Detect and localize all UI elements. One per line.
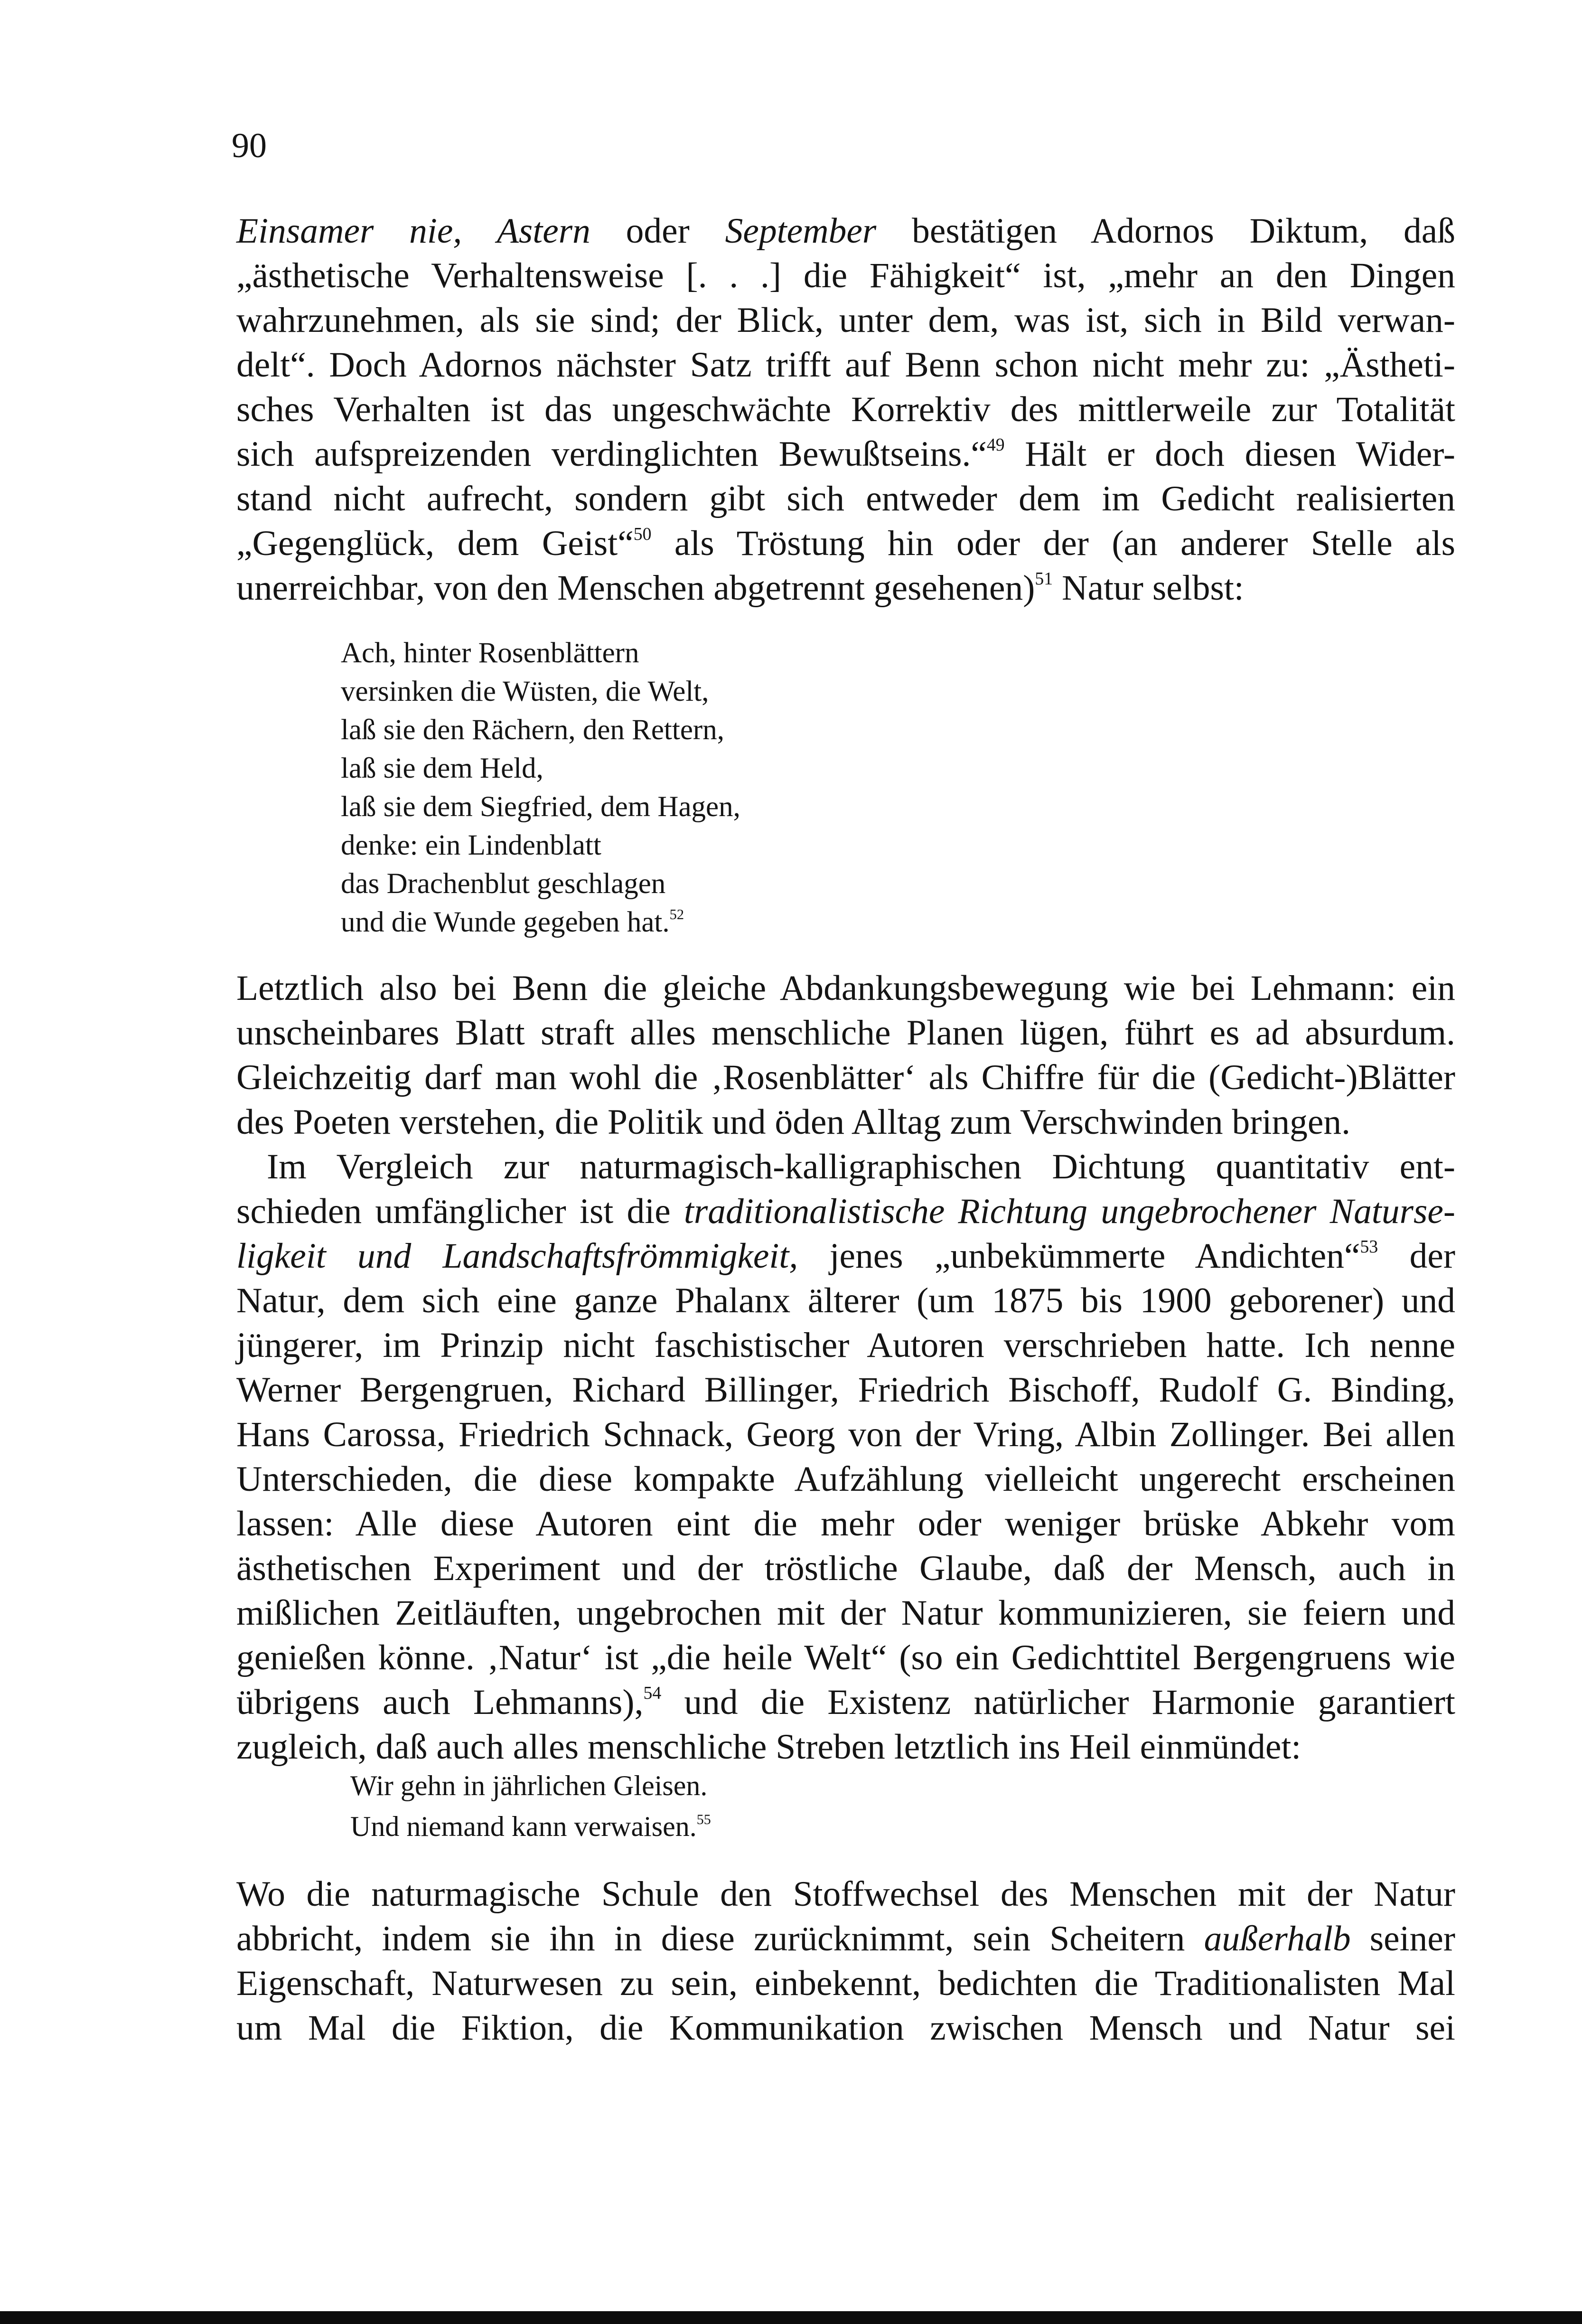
paragraph-2 xyxy=(236,966,1455,1145)
italic-emphasis: traditionalistische Richtung ungebrochener Naturse- xyxy=(683,1192,1455,1231)
text-line: stand nicht aufrecht, sondern gibt sich entweder dem im Gedicht realisierten xyxy=(236,479,1455,518)
text-line: „ästhetische Verhaltensweise [. . .] die Fähigkeit“ ist, „mehr an den Dingen xyxy=(236,256,1455,295)
italic-title: Einsamer nie, Astern xyxy=(236,211,590,251)
text-line: um Mal die Fiktion, die Kommunikation zwischen Mensch und Natur sei xyxy=(236,2008,1455,2048)
scan-bottom-edge xyxy=(0,2311,1582,2324)
page-number: 90 xyxy=(232,126,267,165)
text-line: unerreichbar, von den Menschen abgetrennt gesehenen)$^{51}$ Natur selbst: xyxy=(236,568,1244,608)
footnote-marker: 49 xyxy=(986,435,1005,455)
paragraph-1 xyxy=(236,209,1455,611)
text-line: unscheinbares Blatt straft alles menschliche Planen lügen, führt es ad absurdum. xyxy=(236,1013,1455,1053)
text-line: Hans Carossa, Friedrich Schnack, Georg von der Vring, Albin Zollinger. Bei allen xyxy=(236,1415,1455,1454)
verse-line: laß sie dem Siegfried, dem Hagen, xyxy=(341,791,740,823)
footnote-marker: 51 xyxy=(1035,569,1053,589)
verse-line: das Drachenblut geschlagen xyxy=(341,868,666,900)
text-line: mißlichen Zeitläuften, ungebrochen mit der Natur kommunizieren, sie feiern und xyxy=(236,1593,1455,1633)
italic-title: September xyxy=(725,211,877,251)
footnote-marker: 50 xyxy=(633,524,652,545)
text-line: lassen: Alle diese Autoren eint die mehr oder weniger brüske Abkehr vom xyxy=(236,1504,1455,1543)
verse-line: laß sie dem Held, xyxy=(341,753,543,784)
verse-line: und die Wunde gegeben hat.$^{52}$ xyxy=(341,906,684,938)
footnote-marker: 53 xyxy=(1360,1237,1378,1257)
verse-quote-1 xyxy=(341,634,740,941)
text-line: Gleichzeitig darf man wohl die ‚Rosenblätter‘ als Chiffre für die (Gedicht-)Blätter xyxy=(236,1058,1455,1097)
text-line: des Poeten verstehen, die Politik und öden Alltag zum Verschwinden bringen. xyxy=(236,1102,1351,1142)
text-line: übrigens auch Lehmanns),$^{54}$ und die Existenz natürlicher Harmonie garantiert xyxy=(236,1683,1455,1722)
footnote-marker: 55 xyxy=(696,1811,711,1827)
text-line: wahrzunehmen, als sie sind; der Blick, unter dem, was ist, sich in Bild verwan- xyxy=(236,301,1455,340)
text-line: delt“. Doch Adornos nächster Satz trifft auf Benn schon nicht mehr zu: „Ästheti- xyxy=(236,345,1455,385)
text-line: zugleich, daß auch alles menschliche Streben letztlich ins Heil einmündet: xyxy=(236,1727,1301,1767)
verse-line: Wir gehn in jährlichen Gleisen. xyxy=(350,1770,708,1801)
verse-line: laß sie den Rächern, den Rettern, xyxy=(341,714,724,746)
text-line: Werner Bergengruen, Richard Billinger, Friedrich Bischoff, Rudolf G. Binding, xyxy=(236,1370,1455,1410)
text-line: ligkeit und Landschaftsfrömmigkeit, jenes „unbekümmerte Andichten“$^{53}$ der xyxy=(236,1236,1455,1276)
paragraph-3 xyxy=(236,1145,1455,1769)
verse-line: Und niemand kann verwaisen.$^{55}$ xyxy=(350,1811,711,1842)
italic-emphasis: außerhalb xyxy=(1204,1919,1351,1958)
verse-line: Ach, hinter Rosenblättern xyxy=(341,637,639,669)
text-line: Eigenschaft, Naturwesen zu sein, einbekennt, bedichten die Traditionalisten Mal xyxy=(236,1964,1455,2003)
text-line: Einsamer nie, Astern oder September bestätigen Adornos Diktum, daß xyxy=(236,211,1456,251)
text-line: Natur, dem sich eine ganze Phalanx älterer (um 1875 bis 1900 geborener) und xyxy=(236,1281,1455,1320)
text-line: Im Vergleich zur naturmagisch-kalligraphischen Dichtung quantitativ ent- xyxy=(267,1147,1455,1186)
verse-line: versinken die Wüsten, die Welt, xyxy=(341,676,709,707)
text-line: Letztlich also bei Benn die gleiche Abdankungsbewegung wie bei Lehmann: ein xyxy=(236,969,1455,1008)
footnote-marker: 52 xyxy=(669,906,684,923)
footnote-marker: 54 xyxy=(643,1683,662,1703)
italic-emphasis: ligkeit und Landschaftsfrömmigkeit, xyxy=(236,1236,798,1276)
text-line: genießen könne. ‚Natur‘ ist „die heile Welt“ (so ein Gedichttitel Bergengruens wie xyxy=(236,1638,1455,1677)
text-line: sches Verhalten ist das ungeschwächte Korrektiv des mittlerweile zur Totalität xyxy=(236,390,1455,429)
verse-quote-2 xyxy=(350,1765,711,1847)
text-line: ästhetischen Experiment und der tröstliche Glaube, daß der Mensch, auch in xyxy=(236,1549,1455,1588)
text-line: Unterschieden, die diese kompakte Aufzählung vielleicht ungerecht erscheinen xyxy=(236,1459,1455,1499)
text-line: sich aufspreizenden verdinglichten Bewußtseins.“$^{49}$ Hält er doch diesen Wider- xyxy=(236,434,1455,474)
paragraph-4 xyxy=(236,1872,1455,2051)
text-line: schieden umfänglicher ist die traditionalistische Richtung ungebrochener Naturse- xyxy=(236,1192,1455,1231)
text-line: abbricht, indem sie ihn in diese zurücknimmt, sein Scheitern außerhalb seiner xyxy=(236,1919,1455,1958)
text-line: Wo die naturmagische Schule den Stoffwechsel des Menschen mit der Natur xyxy=(236,1874,1455,1914)
verse-line: denke: ein Lindenblatt xyxy=(341,829,601,861)
text-line: „Gegenglück, dem Geist“$^{50}$ als Tröstung hin oder der (an anderer Stelle als xyxy=(236,524,1455,563)
text-line: jüngerer, im Prinzip nicht faschistischer Autoren verschrieben hatte. Ich nenne xyxy=(236,1326,1455,1365)
